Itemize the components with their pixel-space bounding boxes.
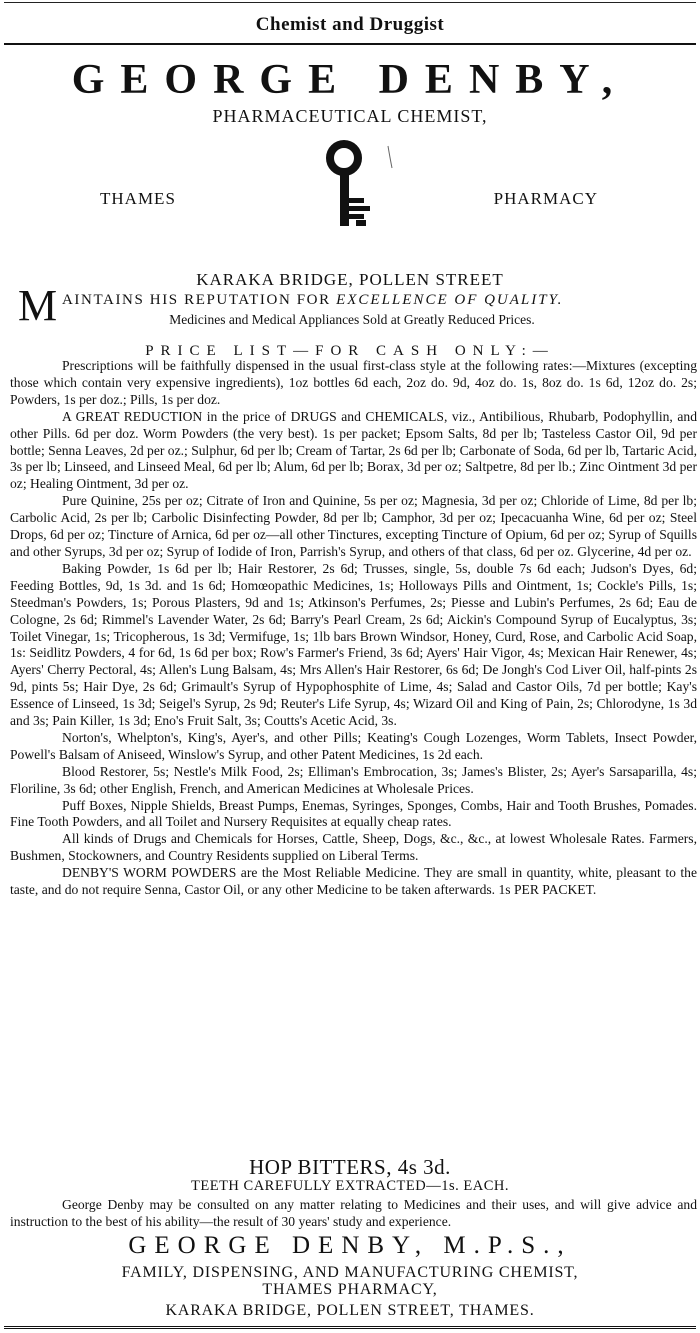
business-subtitle: PHARMACEUTICAL CHEMIST,	[212, 106, 488, 126]
pharmacy-word: PHARMACY	[493, 189, 598, 208]
paragraph-blood-restorer: Blood Restorer, 5s; Nestle's Milk Food, 2s; Elliman's Embrocation, 3s; James's Blister, 2s; Ayer's Sarsaparilla, 4s; Floriline, 3s 6d; other English, French, and American Medicines at Wholesale Prices.	[10, 763, 697, 796]
intro-line-italic: EXCELLENCE OF QUALITY.	[336, 292, 564, 308]
dropcap: M	[18, 281, 58, 330]
footer-line-3: KARAKA BRIDGE, POLLEN STREET, THAMES.	[165, 1302, 535, 1319]
footer-line-1: FAMILY, DISPENSING, AND MANUFACTURING CHEMIST,	[121, 1264, 579, 1281]
hop-bitters: HOP BITTERS, 4s 3d.	[249, 1155, 451, 1179]
paragraph-quinine: Pure Quinine, 25s per oz; Citrate of Iron and Quinine, 5s per oz; Magnesia, 3d per oz; Chloride of Lime, 8d per lb; Carbolic Acid, 2s per lb; Carbolic Disinfecting Powder, 8d per lb; Camphor, 3d per oz; Ipecacuanha Wine, 6d per oz; Steel Drops, 6d per oz; Tincture of Arnica, 6d per oz—all other Tinctures, excepting Tincture of Opium, 6d per oz; Syrup of Squills and other Syrups, 3d per oz; Syrup of Iodide of Iron, Parrish's Syrup, and others of that class, 6d per oz. Glycerine, 4d per oz.	[10, 493, 697, 559]
paragraph-baking-powder: Baking Powder, 1s 6d per lb; Hair Restorer, 2s 6d; Trusses, single, 5s, double 7s 6d each; Judson's Dyes, 6d; Feeding Bottles, 9d, 1s 3d. and 1s 6d; Homœopathic Medicines, 1s; Holloways Pills and Ointment, 1s; Cockle's Pills, 1s; Steedman's Powders, 1s; Porous Plasters, 9d and 1s; Atkinson's Perfumes, 2s; Piesse and Lubin's Perfumes, 2s 6d; Eau de Cologne, 2s 6d; Rimmel's Lavender Water, 2s 6d; Barry's Pearl Cream, 2s 6d; Aickin's Compound Syrup of Eucalyptus, 3s; Toilet Vinegar, 1s; Tricopherous, 1s 3d; Vermifuge, 1s; 1lb bars Brown Windsor, Honey, Curd, Rose, and Carbolic Acid Soap, 1s: Seidlitz Powders, 4 for 6d, 1s 6d per box; Row's Farmer's Friend, 3s 6d; Ayers' Hair Vigor, 4s; Mexican Hair Renewer, 4s; Ayers' Cherry Pectoral, 4s; Allen's Lung Balsam, 4s; Mrs Allen's Hair Restorer, 6s 6d; De Jongh's Cod Liver Oil, half-pints 2s 9d, pints 5s; Hair Dye, 2s 6d; Grimault's Syrup of Hypophosphite of Lime, 4s; Salad and Castor Oils, 7d per bottle; Kay's Essence of Linseed, 1s 3d; Seigel's Syrup, 2s 9d; Reuter's Life Syrup, 4s; Wizard Oil and King of Pain, 2s; Chlorodyne, 1s 3d and 3s; Pain Killer, 1s 3d; Eno's Fruit Salt, 3s; Coutts's Acetic Acid, 3s.	[10, 560, 697, 729]
footer-line-2: THAMES PHARMACY,	[262, 1281, 438, 1298]
business-name: GEORGE DENBY,	[71, 57, 629, 103]
paragraph-reduction: A GREAT REDUCTION in the price of DRUGS and CHEMICALS, viz., Antibilious, Rhubarb, Podophyllin, and other Pills. 6d per doz. Worm Powders (the very best). 1s per packet; Epsom Salts, 8d per lb; Tasteless Castor Oil, 9d per bottle; Senna Leaves, 2d per oz.; Sulphur, 6d per lb; Cream of Tartar, 2s 6d per lb; Carbonate of Soda, 6d per lb, Tartaric Acid, 3s per lb; Linseed, and Linseed Meal, 6d per lb; Alum, 6d per lb; Borax, 3d per oz; Saltpetre, 8d per lb.; Zinc Ointment 3d per oz; Healing Ointment, 3d per oz.	[10, 408, 697, 492]
paragraph-animals: All kinds of Drugs and Chemicals for Horses, Cattle, Sheep, Dogs, &c., &c., at lowest Wholesale Rates. Farmers, Bushmen, Stockowners, and Country Residents supplied on Liberal Terms.	[10, 831, 697, 864]
paragraph-toilet: Puff Boxes, Nipple Shields, Breast Pumps, Enemas, Syringes, Sponges, Combs, Hair and Tooth Brushes, Pomades. Fine Tooth Powders, and all Toilet and Nursery Requisites at equally cheap rates.	[10, 797, 697, 830]
top-rule	[4, 2, 696, 3]
key-icon	[318, 138, 398, 238]
price-list-body	[10, 358, 697, 899]
paragraph-pills: Norton's, Whelpton's, King's, Ayer's, and other Pills; Keating's Cough Lozenges, Worm Tablets, Insect Powder, Powell's Balsam of Aniseed, Winslow's Syrup, and other Patent Medicines, 1s 2d each.	[10, 729, 697, 762]
consult-text: George Denby may be consulted on any matter relating to Medicines and their uses, and will give advice and instruction to the best of his ability—the result of 30 years' study and experience.	[10, 1197, 697, 1229]
thames-word: THAMES	[100, 189, 176, 208]
footer-rule	[4, 1326, 696, 1329]
footer-name: GEORGE DENBY, M.P.S.,	[128, 1232, 572, 1259]
paragraph-worm-powders: DENBY'S WORM POWDERS are the Most Reliable Medicine. They are small in quantity, white, pleasant to the taste, and do not require Senna, Castor Oil, or any other Medicine to be taken afterwards. 1s PER PACKET.	[10, 865, 697, 898]
header-rule	[4, 43, 696, 45]
paragraph-prescriptions: Prescriptions will be faithfully dispensed in the usual first-class style at the following rates:—Mixtures (excepting those which contain very expensive ingredients), 1oz bottles 6d each, 2oz do. 9d, 4oz do. 1s, 8oz do. 1s 6d, 12oz do. 2s; Powders, 1s per doz.; Pills, 1s per doz.	[10, 358, 697, 407]
teeth-line: TEETH CAREFULLY EXTRACTED—1s. EACH.	[191, 1178, 509, 1194]
consult-block	[10, 1197, 697, 1231]
intro-subline: Medicines and Medical Appliances Sold at Greatly Reduced Prices.	[169, 312, 535, 327]
address-line: KARAKA BRIDGE, POLLEN STREET	[196, 270, 504, 289]
intro-line-text: AINTAINS HIS REPUTATION FOR	[62, 292, 331, 308]
price-list-heading: PRICE LIST—FOR CASH ONLY:—	[145, 343, 555, 359]
intro-line	[62, 292, 563, 309]
section-title: Chemist and Druggist	[255, 14, 445, 35]
